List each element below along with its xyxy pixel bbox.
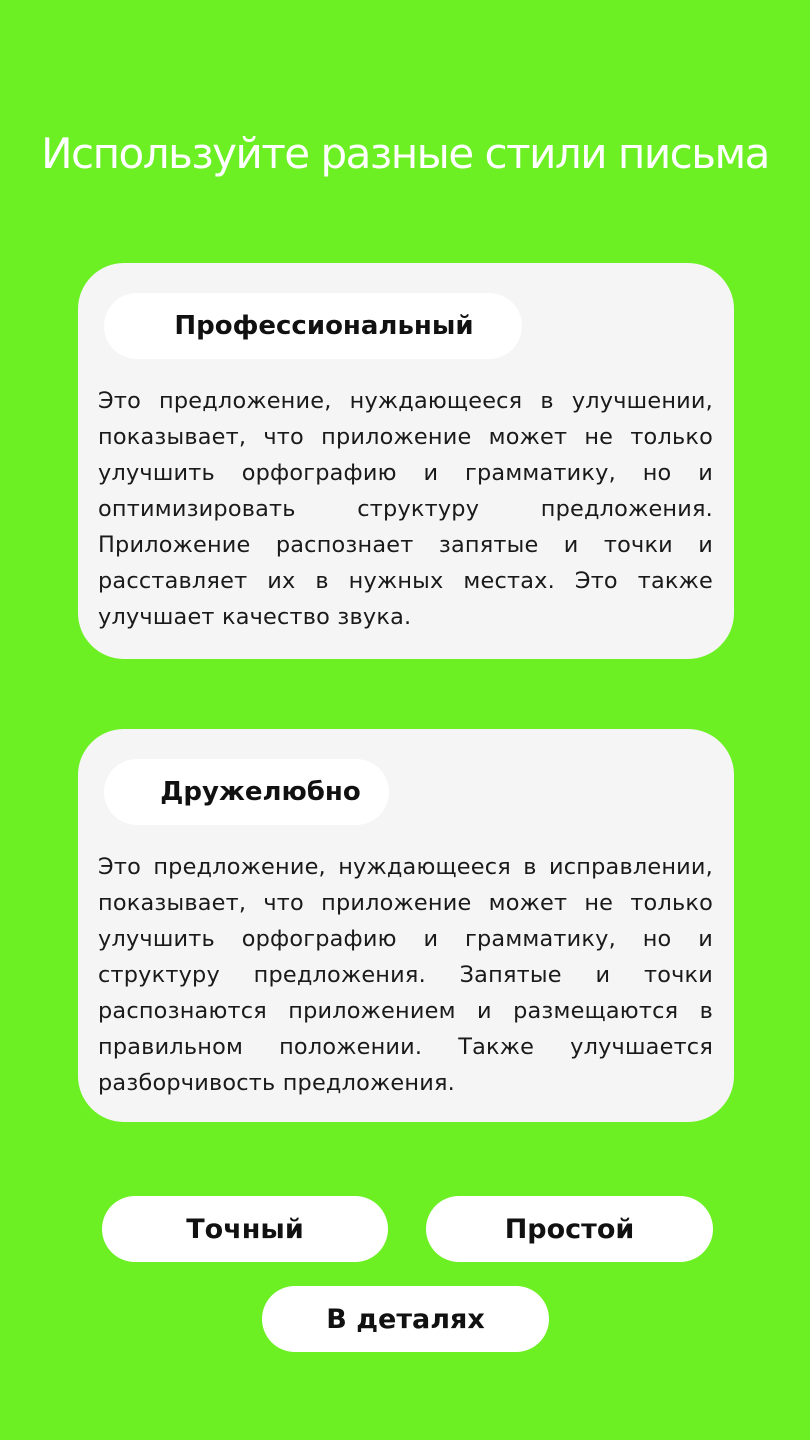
style-label-friendly: Дружелюбно <box>104 759 389 825</box>
style-example-card-professional <box>78 263 734 659</box>
page-title: Используйте разные стили письма <box>41 129 769 178</box>
style-button-detailed[interactable]: В деталях <box>262 1286 549 1352</box>
example-text-professional: Это предложение, нуждающееся в улучшении, показывает, что приложение может не только улучшить орфографию и грамматику, но и оптимизировать структуру предложения. Приложение распознает запятые и точки и расставляет их в нужных местах. Это также улучшает качество звука. <box>98 388 713 630</box>
example-text-friendly: Это предложение, нуждающееся в исправлении, показывает, что приложение может не только улучшить орфографию и грамматику, но и структуру предложения. Запятые и точки распознаются приложением и размещаются в правильном положении. Также улучшается разборчивость предложения. <box>98 854 713 1096</box>
style-button-precise[interactable]: Точный <box>102 1196 388 1262</box>
style-label-professional: Профессиональный <box>104 293 522 359</box>
style-button-simple[interactable]: Простой <box>426 1196 713 1262</box>
style-example-card-friendly <box>78 729 734 1122</box>
